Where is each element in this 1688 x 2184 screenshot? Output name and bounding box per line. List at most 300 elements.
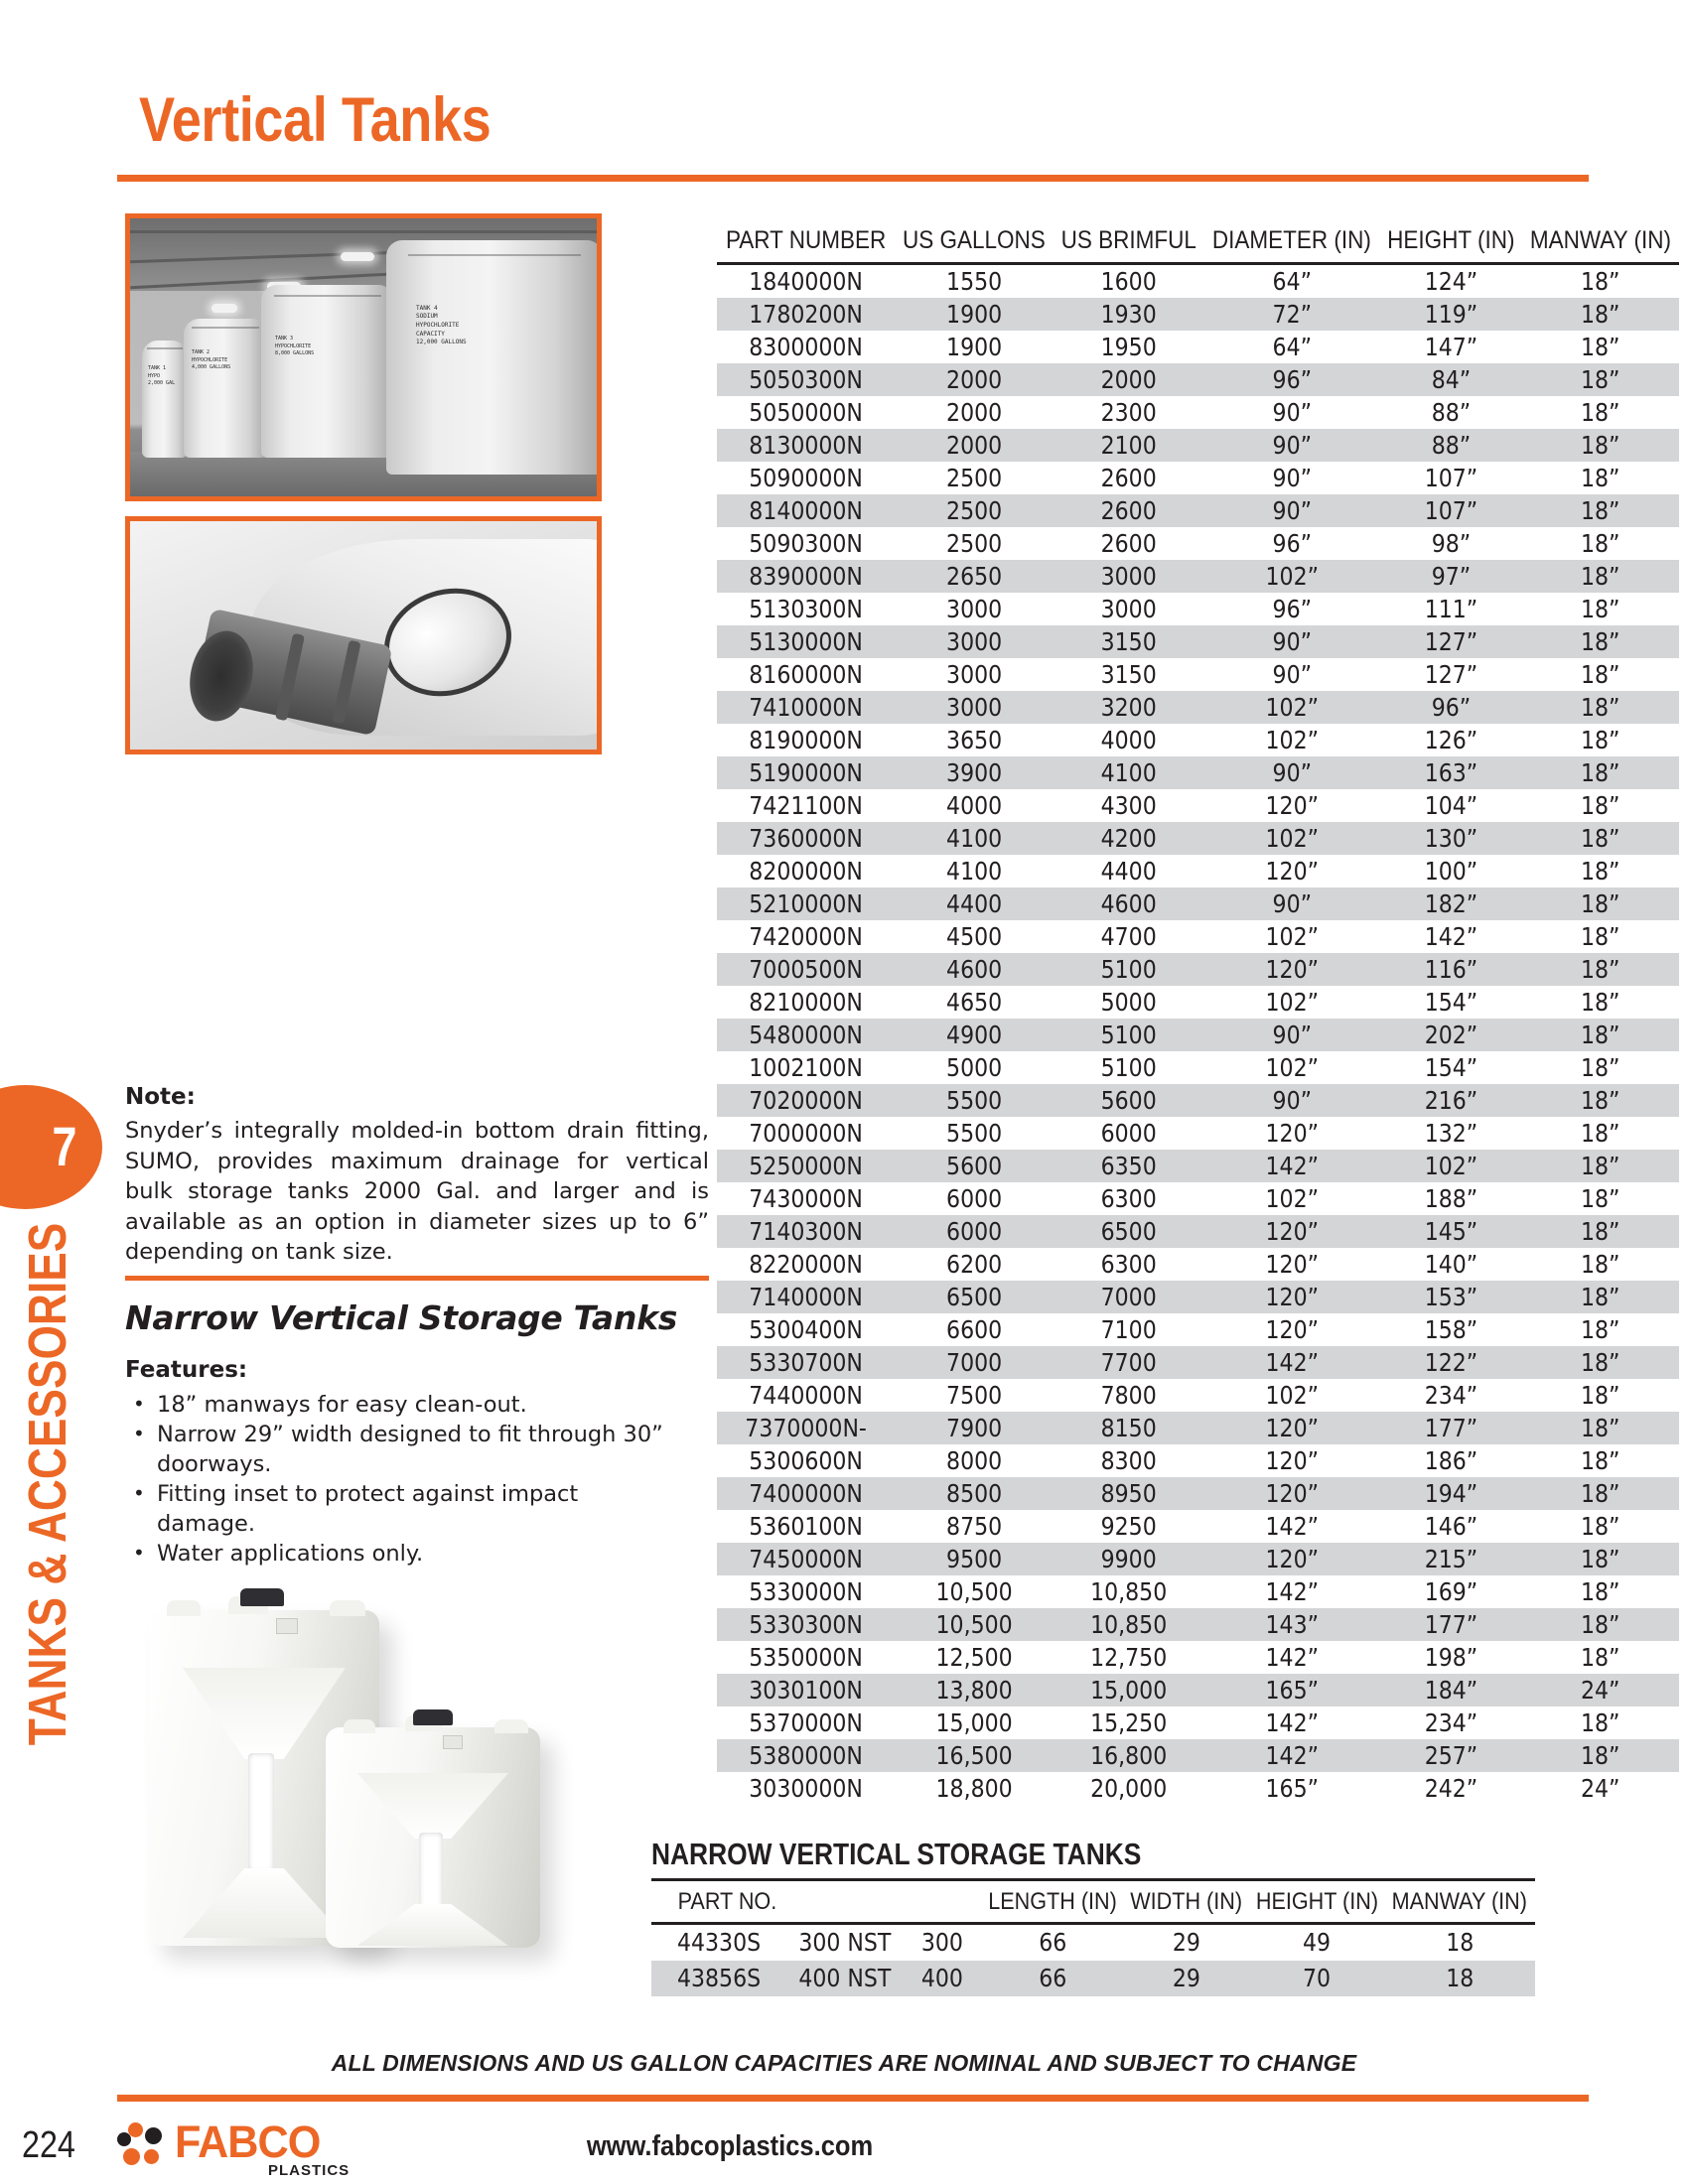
table-cell: 154” bbox=[1424, 1052, 1478, 1082]
table-cell: 202” bbox=[1380, 1019, 1522, 1051]
column-header-part-number: PART NUMBER bbox=[726, 226, 886, 264]
table-cell: 1900 bbox=[946, 332, 1003, 361]
table-cell: 165” bbox=[1203, 1674, 1380, 1706]
table-cell: 7360000N bbox=[717, 822, 895, 855]
table-cell: 4900 bbox=[895, 1019, 1054, 1051]
table-cell: 5090300N bbox=[749, 528, 863, 558]
table-cell: 6500 bbox=[895, 1281, 1054, 1313]
ceiling-light-icon bbox=[341, 252, 374, 261]
table-cell: 3000 bbox=[946, 659, 1003, 689]
list-item: • Water applications only. bbox=[125, 1539, 681, 1569]
table-cell: 234” bbox=[1424, 1707, 1478, 1737]
table-cell: 3000 bbox=[1100, 594, 1157, 623]
table-cell: 1840000N bbox=[749, 266, 863, 296]
tank-stencil-text: TANK 2 HYPOCHLORITE 4,000 GALLONS bbox=[192, 349, 231, 370]
table-cell: 15,000 bbox=[1054, 1674, 1203, 1706]
table-cell: 2300 bbox=[1100, 397, 1157, 427]
table-cell: 7421100N bbox=[749, 790, 863, 820]
table-cell: 66 bbox=[981, 1961, 1124, 1996]
tank-photo-object bbox=[142, 341, 188, 458]
table-cell: 18 bbox=[1384, 1961, 1535, 1996]
table-cell: 18” bbox=[1580, 659, 1620, 689]
table-cell: 15,250 bbox=[1090, 1707, 1168, 1737]
sumo-fitting-photo bbox=[125, 516, 602, 754]
table-cell: 18” bbox=[1580, 266, 1620, 296]
table-cell: 102” bbox=[1265, 1183, 1320, 1213]
note-heading: Note: bbox=[125, 1084, 196, 1110]
table-cell: 8130000N bbox=[717, 429, 895, 462]
table-cell: 18” bbox=[1580, 921, 1620, 951]
table-cell: 18” bbox=[1522, 1412, 1679, 1444]
table-cell: 6500 bbox=[1054, 1215, 1203, 1248]
table-cell: 15,000 bbox=[935, 1707, 1013, 1737]
table-cell: 18” bbox=[1580, 1314, 1620, 1344]
table-cell: 49 bbox=[1302, 1928, 1332, 1957]
table-cell: 7100 bbox=[1100, 1314, 1157, 1344]
column-header-blank-1 bbox=[792, 1880, 898, 1924]
table-cell: 7020000N bbox=[717, 1084, 895, 1117]
table-cell: 120” bbox=[1265, 856, 1320, 886]
table-cell: 18” bbox=[1522, 1281, 1679, 1313]
table-row bbox=[717, 822, 1679, 855]
table-cell: 242” bbox=[1424, 1773, 1478, 1803]
tank-forklift-slot bbox=[248, 1753, 274, 1872]
table-cell: 142” bbox=[1424, 921, 1478, 951]
table-cell: 7450000N bbox=[717, 1543, 895, 1575]
table-row bbox=[717, 1510, 1679, 1543]
table-cell: 257” bbox=[1380, 1739, 1522, 1772]
tank-label-plate bbox=[443, 1735, 463, 1749]
table-cell: 2000 bbox=[895, 363, 1054, 396]
table-cell: 127” bbox=[1424, 659, 1478, 689]
table-cell: 64” bbox=[1272, 332, 1313, 361]
table-cell: 18” bbox=[1522, 887, 1679, 920]
table-cell: 90” bbox=[1203, 887, 1380, 920]
table-cell: 7370000N- bbox=[717, 1412, 895, 1444]
table-cell: 6000 bbox=[895, 1215, 1054, 1248]
table-cell: 186” bbox=[1424, 1445, 1478, 1475]
table-cell: 111” bbox=[1424, 594, 1478, 623]
table-cell: 2600 bbox=[1100, 528, 1157, 558]
table-cell: 102” bbox=[1380, 1150, 1522, 1182]
table-cell: 4300 bbox=[1100, 790, 1157, 820]
table-header-row bbox=[717, 226, 1679, 264]
table-cell: 7000000N bbox=[749, 1118, 863, 1148]
table-cell: 5300600N bbox=[749, 1445, 863, 1475]
table-row bbox=[717, 1706, 1679, 1739]
table-row bbox=[717, 396, 1679, 429]
table-header-row bbox=[651, 1880, 1535, 1924]
table-cell: 24” bbox=[1522, 1674, 1679, 1706]
column-header-manway: MANWAY (IN) bbox=[1392, 1880, 1527, 1924]
table-row bbox=[717, 1543, 1679, 1575]
ceiling-beam-icon bbox=[130, 230, 597, 233]
table-cell: 104” bbox=[1424, 790, 1478, 820]
column-header-length: LENGTH (IN) bbox=[988, 1880, 1117, 1924]
table-cell: 119” bbox=[1380, 298, 1522, 331]
table-row bbox=[717, 1019, 1679, 1051]
table-row bbox=[717, 1084, 1679, 1117]
tank-lug-icon bbox=[494, 1719, 528, 1733]
table-cell: 102” bbox=[1265, 1052, 1320, 1082]
table-cell: 120” bbox=[1265, 1118, 1320, 1148]
table-cell: 107” bbox=[1424, 463, 1478, 492]
table-cell: 18” bbox=[1580, 594, 1620, 623]
table-cell: 5090000N bbox=[749, 463, 863, 492]
table-cell: 147” bbox=[1424, 332, 1478, 361]
table-cell: 18” bbox=[1522, 1739, 1679, 1772]
table-cell: 90” bbox=[1203, 625, 1380, 658]
narrow-vertical-tanks-table bbox=[651, 1878, 1535, 1996]
vertical-tanks-table bbox=[717, 226, 1679, 1805]
ceiling-light-icon bbox=[211, 304, 237, 313]
table-cell: 120” bbox=[1265, 1314, 1320, 1344]
table-cell: 3150 bbox=[1054, 625, 1203, 658]
table-cell: 4000 bbox=[1100, 725, 1157, 754]
table-row bbox=[717, 527, 1679, 560]
table-cell: 8220000N bbox=[749, 1249, 863, 1279]
table-row bbox=[717, 264, 1679, 299]
table-row bbox=[717, 429, 1679, 462]
table-cell: 24” bbox=[1580, 1773, 1620, 1803]
table-cell: 10,500 bbox=[895, 1608, 1054, 1641]
chapter-label-text: TANKS & ACCESSORIES bbox=[18, 1222, 77, 1746]
table-cell: 18” bbox=[1580, 1642, 1620, 1672]
table-cell: 4200 bbox=[1054, 822, 1203, 855]
table-cell: 5050300N bbox=[717, 363, 895, 396]
table-cell: 8300 bbox=[1100, 1445, 1157, 1475]
table-row bbox=[717, 756, 1679, 789]
table-row bbox=[717, 1674, 1679, 1706]
table-body bbox=[717, 264, 1679, 1806]
table-cell: 64” bbox=[1272, 266, 1313, 296]
table-cell: 2650 bbox=[895, 560, 1054, 593]
logo-wordmark: FABCO bbox=[175, 2116, 321, 2167]
table-cell: 97” bbox=[1380, 560, 1522, 593]
table-cell: 88” bbox=[1380, 429, 1522, 462]
column-header-height: HEIGHT (IN) bbox=[1255, 1880, 1377, 1924]
table-row bbox=[717, 724, 1679, 756]
table-cell: 3000 bbox=[895, 625, 1054, 658]
table-cell: 184” bbox=[1380, 1674, 1522, 1706]
table-cell: 18” bbox=[1522, 429, 1679, 462]
table-cell: 18” bbox=[1580, 1052, 1620, 1082]
table-cell: 4650 bbox=[946, 987, 1003, 1017]
column-header-us-gallons: US GALLONS bbox=[903, 226, 1046, 264]
features-list bbox=[125, 1390, 681, 1569]
table-row bbox=[651, 1924, 1535, 1962]
table-cell: 5600 bbox=[895, 1150, 1054, 1182]
table-cell: 120” bbox=[1203, 1215, 1380, 1248]
table-cell: 90” bbox=[1203, 494, 1380, 527]
table-row bbox=[717, 1412, 1679, 1444]
table-cell: 146” bbox=[1424, 1511, 1478, 1541]
table-cell: 1780200N bbox=[717, 298, 895, 331]
table-row bbox=[717, 363, 1679, 396]
table-cell: 300 NST bbox=[798, 1928, 892, 1957]
table-cell: 10,850 bbox=[1054, 1608, 1203, 1641]
table-cell: 18” bbox=[1580, 725, 1620, 754]
table-cell: 163” bbox=[1380, 756, 1522, 789]
table-cell: 18” bbox=[1522, 494, 1679, 527]
tank-lug-icon bbox=[330, 1600, 365, 1616]
table-cell: 7700 bbox=[1054, 1346, 1203, 1379]
list-item: • 18” manways for easy clean-out. bbox=[125, 1390, 681, 1420]
tank-forklift-slot bbox=[419, 1833, 443, 1910]
table-cell: 18” bbox=[1522, 953, 1679, 986]
note-body: Snyder’s integrally molded-in bottom drain fitting, SUMO, provides maximum drainage for vertical bulk storage tanks 2000 Gal. and larger and is available as an option in diameter sizes up to 6” depending on tank size. bbox=[125, 1118, 709, 1265]
table-cell: 8750 bbox=[946, 1511, 1003, 1541]
table-cell: 2600 bbox=[1054, 494, 1203, 527]
table-cell: 16,500 bbox=[895, 1739, 1054, 1772]
table-cell: 2500 bbox=[946, 463, 1003, 492]
table-row bbox=[717, 1346, 1679, 1379]
table-cell: 5350000N bbox=[749, 1642, 863, 1672]
table-cell: 216” bbox=[1380, 1084, 1522, 1117]
table-cell: 7140000N bbox=[717, 1281, 895, 1313]
table-cell: 143” bbox=[1203, 1608, 1380, 1641]
table-cell: 7000 bbox=[1054, 1281, 1203, 1313]
table-cell: 3150 bbox=[1100, 659, 1157, 689]
table-cell: 107” bbox=[1380, 494, 1522, 527]
table-cell: 18” bbox=[1522, 1477, 1679, 1510]
table-cell: 140” bbox=[1424, 1249, 1478, 1279]
table-cell: 5100 bbox=[1054, 953, 1203, 986]
table-cell: 12,500 bbox=[935, 1642, 1013, 1672]
table-cell: 1930 bbox=[1054, 298, 1203, 331]
table-cell: 169” bbox=[1424, 1576, 1478, 1606]
table-cell: 132” bbox=[1424, 1118, 1478, 1148]
table-cell: 18” bbox=[1580, 1183, 1620, 1213]
table-cell: 120” bbox=[1265, 1445, 1320, 1475]
table-cell: 145” bbox=[1380, 1215, 1522, 1248]
table-cell: 182” bbox=[1380, 887, 1522, 920]
table-cell: 90” bbox=[1203, 1084, 1380, 1117]
table-cell: 8500 bbox=[895, 1477, 1054, 1510]
table-cell: 2100 bbox=[1054, 429, 1203, 462]
table-cell: 16,800 bbox=[1054, 1739, 1203, 1772]
table-cell: 7900 bbox=[895, 1412, 1054, 1444]
table-cell: 70 bbox=[1249, 1961, 1385, 1996]
table-cell: 66 bbox=[1039, 1928, 1067, 1957]
table-cell: 8200000N bbox=[749, 856, 863, 886]
table-cell: 9250 bbox=[1100, 1511, 1157, 1541]
table-cell: 116” bbox=[1380, 953, 1522, 986]
table-cell: 2500 bbox=[946, 528, 1003, 558]
table-row bbox=[717, 855, 1679, 887]
table-cell: 4600 bbox=[1054, 887, 1203, 920]
table-cell: 102” bbox=[1203, 560, 1380, 593]
table-cell: 7430000N bbox=[749, 1183, 863, 1213]
table-cell: 4700 bbox=[1100, 921, 1157, 951]
table-cell: 18” bbox=[1522, 822, 1679, 855]
table-cell: 5360100N bbox=[749, 1511, 863, 1541]
page-number: 224 bbox=[22, 2124, 75, 2166]
table-cell: 3030100N bbox=[717, 1674, 895, 1706]
tank-photo-object bbox=[184, 319, 267, 458]
table-cell: 18” bbox=[1580, 1118, 1620, 1148]
table-cell: 142” bbox=[1265, 1707, 1320, 1737]
table-cell: 3900 bbox=[895, 756, 1054, 789]
table-cell: 4000 bbox=[946, 790, 1003, 820]
disclaimer-text: ALL DIMENSIONS AND US GALLON CAPACITIES ARE NOMINAL AND SUBJECT TO CHANGE bbox=[331, 2050, 1357, 2076]
table-cell: 44330S bbox=[677, 1928, 762, 1957]
table-row bbox=[717, 1641, 1679, 1674]
table-cell: 1600 bbox=[1100, 266, 1157, 296]
table-cell: 18” bbox=[1522, 1346, 1679, 1379]
table-row bbox=[717, 1182, 1679, 1215]
tank-lid-icon bbox=[413, 1709, 453, 1725]
table-cell: 3030000N bbox=[749, 1773, 863, 1803]
table-row bbox=[717, 1248, 1679, 1281]
table-cell: 5330000N bbox=[749, 1576, 863, 1606]
table-row bbox=[717, 1477, 1679, 1510]
table-cell: 8210000N bbox=[749, 987, 863, 1017]
table-cell: 18” bbox=[1522, 1019, 1679, 1051]
table-cell: 100” bbox=[1424, 856, 1478, 886]
table-cell: 43856S bbox=[651, 1961, 786, 1996]
table-cell: 130” bbox=[1380, 822, 1522, 855]
table-cell: 18,800 bbox=[935, 1773, 1013, 1803]
table-row bbox=[717, 494, 1679, 527]
table-cell: 8160000N bbox=[749, 659, 863, 689]
footer-divider bbox=[117, 2095, 1589, 2102]
table-cell: 10,850 bbox=[1090, 1576, 1168, 1606]
table-cell: 18” bbox=[1522, 560, 1679, 593]
table-cell: 90” bbox=[1272, 397, 1313, 427]
table-cell: 102” bbox=[1203, 822, 1380, 855]
table-row bbox=[717, 560, 1679, 593]
table-row bbox=[651, 1961, 1535, 1996]
table-cell: 18” bbox=[1522, 298, 1679, 331]
table-cell: 5130000N bbox=[717, 625, 895, 658]
table-cell: 400 bbox=[904, 1961, 982, 1996]
chapter-number: 7 bbox=[52, 1115, 77, 1177]
list-item: • Fitting inset to protect against impact damage. bbox=[125, 1479, 681, 1539]
table-cell: 4400 bbox=[1100, 856, 1157, 886]
table-cell: 142” bbox=[1265, 1642, 1320, 1672]
table-cell: 5000 bbox=[1100, 987, 1157, 1017]
table-cell: 5050000N bbox=[749, 397, 863, 427]
table-cell: 215” bbox=[1380, 1543, 1522, 1575]
features-heading: Features: bbox=[125, 1357, 248, 1383]
table-cell: 18” bbox=[1580, 397, 1620, 427]
tank-photo-object bbox=[386, 240, 602, 475]
table-cell: 120” bbox=[1265, 790, 1320, 820]
tank-stencil-text: TANK 1 HYPO 2,000 GAL bbox=[148, 365, 176, 386]
table-cell: 5000 bbox=[946, 1052, 1003, 1082]
table-cell: 8140000N bbox=[717, 494, 895, 527]
table-cell: 7140300N bbox=[717, 1215, 895, 1248]
table-cell: 158” bbox=[1424, 1314, 1478, 1344]
table-cell: 6000 bbox=[1100, 1118, 1157, 1148]
table-cell: 5100 bbox=[1100, 1052, 1157, 1082]
table-cell: 5100 bbox=[1054, 1019, 1203, 1051]
section-divider bbox=[125, 1276, 709, 1281]
table-cell: 126” bbox=[1424, 725, 1478, 754]
narrow-tanks-heading: Narrow Vertical Storage Tanks bbox=[125, 1298, 678, 1337]
table-cell: 3000 bbox=[895, 691, 1054, 724]
table-cell: 120” bbox=[1203, 953, 1380, 986]
tank-lug-icon bbox=[344, 1719, 375, 1733]
column-header-height: HEIGHT (IN) bbox=[1387, 226, 1514, 264]
table-cell: 98” bbox=[1431, 528, 1472, 558]
table-row bbox=[717, 625, 1679, 658]
table-cell: 18” bbox=[1522, 1150, 1679, 1182]
table-row bbox=[717, 1150, 1679, 1182]
tank-lid-icon bbox=[240, 1588, 284, 1606]
table-cell: 5250000N bbox=[717, 1150, 895, 1182]
table-cell: 18 bbox=[1446, 1928, 1475, 1957]
table-cell: 5300400N bbox=[749, 1314, 863, 1344]
table-cell: 18” bbox=[1580, 1707, 1620, 1737]
table-cell: 7800 bbox=[1100, 1380, 1157, 1410]
table-cell: 120” bbox=[1265, 1249, 1320, 1279]
column-header-part-no: PART NO. bbox=[658, 1880, 780, 1924]
table-cell: 102” bbox=[1265, 921, 1320, 951]
table-cell: 4100 bbox=[1054, 756, 1203, 789]
table-cell: 8300000N bbox=[749, 332, 863, 361]
table-cell: 96” bbox=[1272, 528, 1313, 558]
table-cell: 2000 bbox=[1054, 363, 1203, 396]
table-cell: 13,800 bbox=[895, 1674, 1054, 1706]
footer-url: www.fabcoplastics.com bbox=[586, 2130, 874, 2162]
table-cell: 5380000N bbox=[717, 1739, 895, 1772]
table-cell: 18” bbox=[1522, 756, 1679, 789]
table-row bbox=[717, 920, 1679, 953]
table-cell: 7440000N bbox=[749, 1380, 863, 1410]
table-cell: 142” bbox=[1203, 1739, 1380, 1772]
table-cell: 18” bbox=[1580, 987, 1620, 1017]
tank-lug-icon bbox=[167, 1600, 201, 1616]
table-cell: 7400000N bbox=[717, 1477, 895, 1510]
table-row bbox=[717, 331, 1679, 363]
table-cell: 198” bbox=[1424, 1642, 1478, 1672]
table-cell: 142” bbox=[1203, 1346, 1380, 1379]
table-row bbox=[717, 1739, 1679, 1772]
table-cell: 10,500 bbox=[935, 1576, 1013, 1606]
table-cell: 96” bbox=[1272, 594, 1313, 623]
table-cell: 3000 bbox=[946, 594, 1003, 623]
tank-stencil-text: TANK 3 HYPOCHLORITE 8,000 GALLONS bbox=[275, 336, 315, 356]
table-cell: 18” bbox=[1522, 363, 1679, 396]
table-cell: 6300 bbox=[1100, 1249, 1157, 1279]
table-cell: 6350 bbox=[1054, 1150, 1203, 1182]
column-header-diameter: DIAMETER (IN) bbox=[1212, 226, 1371, 264]
table-row bbox=[717, 1575, 1679, 1608]
table-cell: 5370000N bbox=[749, 1707, 863, 1737]
table-cell: 18” bbox=[1580, 790, 1620, 820]
chapter-label bbox=[17, 1222, 78, 1803]
table-cell: 124” bbox=[1424, 266, 1478, 296]
table-cell: 18” bbox=[1580, 1445, 1620, 1475]
table-cell: 12,750 bbox=[1090, 1642, 1168, 1672]
table-cell: 7410000N bbox=[717, 691, 895, 724]
column-header-us-brimful: US BRIMFUL bbox=[1061, 226, 1196, 264]
table-cell: 142” bbox=[1265, 1576, 1320, 1606]
table-cell: 18” bbox=[1522, 1543, 1679, 1575]
table-cell: 29 bbox=[1124, 1961, 1248, 1996]
table-cell: 8390000N bbox=[717, 560, 895, 593]
list-item: • Narrow 29” width designed to fit through 30” doorways. bbox=[125, 1420, 681, 1479]
table-cell: 120” bbox=[1203, 1477, 1380, 1510]
table-cell: 2000 bbox=[895, 429, 1054, 462]
table-cell: 8950 bbox=[1054, 1477, 1203, 1510]
table-row bbox=[717, 1051, 1679, 1084]
table-cell: 102” bbox=[1265, 1380, 1320, 1410]
table-cell: 1550 bbox=[946, 266, 1003, 296]
table-cell: 300 bbox=[920, 1928, 963, 1957]
